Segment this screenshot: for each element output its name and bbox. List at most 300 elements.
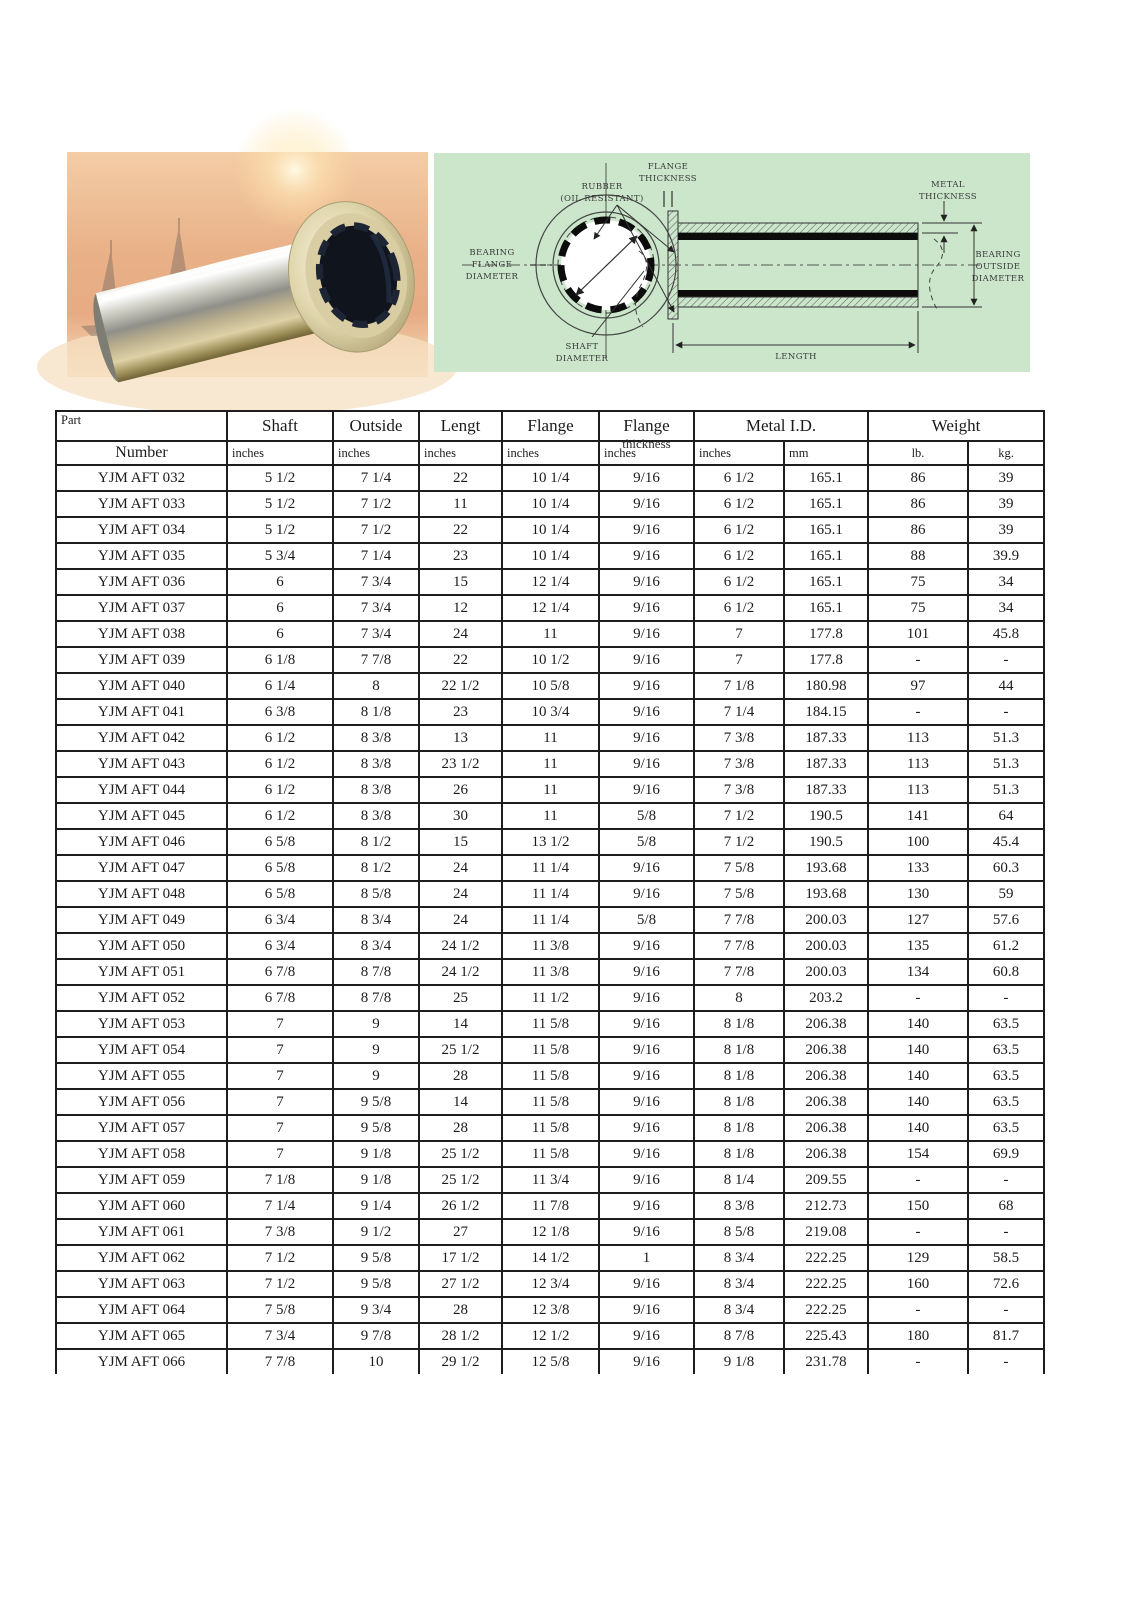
table-cell: 11 xyxy=(502,751,599,777)
table-cell: 7 1/2 xyxy=(694,829,784,855)
header-part: Part xyxy=(56,411,227,441)
table-cell: 6 1/2 xyxy=(694,543,784,569)
unit-length: inches xyxy=(419,441,502,465)
table-cell: 11 1/4 xyxy=(502,881,599,907)
table-cell: 9/16 xyxy=(599,465,694,491)
table-cell: 39.9 xyxy=(968,543,1044,569)
table-cell: 63.5 xyxy=(968,1063,1044,1089)
part-number-cell: YJM AFT 049 xyxy=(56,907,227,933)
table-cell: 26 1/2 xyxy=(419,1193,502,1219)
table-cell: 75 xyxy=(868,569,968,595)
part-number-cell: YJM AFT 063 xyxy=(56,1271,227,1297)
label-flange-thickness-2: THICKNESS xyxy=(638,174,698,184)
table-cell: 165.1 xyxy=(784,569,868,595)
table-cell: 7 1/4 xyxy=(333,465,419,491)
table-cell: 51.3 xyxy=(968,777,1044,803)
table-cell: 22 xyxy=(419,465,502,491)
table-cell: 12 3/4 xyxy=(502,1271,599,1297)
table-cell: 133 xyxy=(868,855,968,881)
table-cell: 11 5/8 xyxy=(502,1011,599,1037)
table-cell: 22 xyxy=(419,647,502,673)
table-cell: 75 xyxy=(868,595,968,621)
table-cell: 165.1 xyxy=(784,517,868,543)
table-cell: 187.33 xyxy=(784,725,868,751)
table-cell: 10 5/8 xyxy=(502,673,599,699)
table-cell: 6 1/2 xyxy=(694,517,784,543)
product-photo xyxy=(67,152,428,377)
table-cell: 7 1/2 xyxy=(694,803,784,829)
table-cell: 86 xyxy=(868,465,968,491)
table-row xyxy=(56,1037,1044,1063)
label-rubber: RUBBER xyxy=(581,182,623,192)
table-cell: 6 1/2 xyxy=(227,803,333,829)
table-cell: 7 1/4 xyxy=(694,699,784,725)
table-cell: 9 xyxy=(333,1011,419,1037)
table-cell: 113 xyxy=(868,777,968,803)
table-cell: 12 1/2 xyxy=(502,1323,599,1349)
table-cell: 23 xyxy=(419,699,502,725)
table-cell: 212.73 xyxy=(784,1193,868,1219)
table-cell: 7 3/4 xyxy=(333,595,419,621)
table-row xyxy=(56,1323,1044,1349)
table-cell: 10 1/2 xyxy=(502,647,599,673)
table-cell: 12 xyxy=(419,595,502,621)
table-cell: 10 xyxy=(333,1349,419,1374)
table-cell: 6 1/2 xyxy=(694,595,784,621)
part-number-cell: YJM AFT 061 xyxy=(56,1219,227,1245)
table-cell: 177.8 xyxy=(784,621,868,647)
table-cell: 5/8 xyxy=(599,829,694,855)
unit-flange-thickness: inches xyxy=(599,441,694,465)
table-cell: 6 xyxy=(227,569,333,595)
table-cell: 45.4 xyxy=(968,829,1044,855)
table-row xyxy=(56,1193,1044,1219)
table-cell: 134 xyxy=(868,959,968,985)
table-cell: 222.25 xyxy=(784,1271,868,1297)
table-cell: 10 1/4 xyxy=(502,517,599,543)
table-row xyxy=(56,855,1044,881)
header-row-1 xyxy=(56,411,1044,441)
table-cell: 63.5 xyxy=(968,1011,1044,1037)
table-cell: 7 xyxy=(227,1037,333,1063)
label-bearing-outside-diameter-2: OUTSIDE xyxy=(975,262,1021,272)
table-row xyxy=(56,543,1044,569)
table-cell: 8 1/2 xyxy=(333,829,419,855)
table-cell: - xyxy=(968,1349,1044,1374)
table-cell: 127 xyxy=(868,907,968,933)
table-cell: 7 7/8 xyxy=(333,647,419,673)
unit-flange-diameter: inches xyxy=(502,441,599,465)
table-cell: 60.3 xyxy=(968,855,1044,881)
table-row xyxy=(56,1115,1044,1141)
table-cell: 7 3/4 xyxy=(227,1323,333,1349)
label-shaft-diameter-2: DIAMETER xyxy=(555,354,609,364)
table-row xyxy=(56,803,1044,829)
table-cell: 140 xyxy=(868,1115,968,1141)
table-cell: 88 xyxy=(868,543,968,569)
table-row xyxy=(56,881,1044,907)
part-number-cell: YJM AFT 053 xyxy=(56,1011,227,1037)
table-cell: 9 3/4 xyxy=(333,1297,419,1323)
table-cell: 9 1/8 xyxy=(694,1349,784,1374)
table-cell: 9/16 xyxy=(599,1323,694,1349)
table-cell: 9/16 xyxy=(599,881,694,907)
table-cell: 14 1/2 xyxy=(502,1245,599,1271)
table-cell: 15 xyxy=(419,569,502,595)
table-cell: 9/16 xyxy=(599,1167,694,1193)
label-length: LENGTH xyxy=(775,352,817,362)
table-cell: 5 1/2 xyxy=(227,517,333,543)
table-cell: 63.5 xyxy=(968,1037,1044,1063)
table-cell: 9/16 xyxy=(599,647,694,673)
table-cell: - xyxy=(968,647,1044,673)
table-cell: 8 3/4 xyxy=(694,1271,784,1297)
table-cell: 219.08 xyxy=(784,1219,868,1245)
dimension-diagram xyxy=(434,153,1030,372)
table-cell: 9/16 xyxy=(599,1349,694,1374)
table-cell: 6 1/2 xyxy=(694,569,784,595)
table-cell: - xyxy=(968,1297,1044,1323)
table-cell: 8 1/8 xyxy=(694,1063,784,1089)
table-cell: 222.25 xyxy=(784,1245,868,1271)
table-cell: 9/16 xyxy=(599,1037,694,1063)
table-row xyxy=(56,1141,1044,1167)
table-cell: 9 1/8 xyxy=(333,1141,419,1167)
table-cell: 6 xyxy=(227,595,333,621)
table-cell: 200.03 xyxy=(784,907,868,933)
label-metal-thickness: METAL xyxy=(931,180,965,190)
part-number-cell: YJM AFT 046 xyxy=(56,829,227,855)
table-cell: 9/16 xyxy=(599,1011,694,1037)
table-cell: 7 xyxy=(227,1089,333,1115)
table-cell: 165.1 xyxy=(784,595,868,621)
table-cell: 9/16 xyxy=(599,1297,694,1323)
table-cell: 9/16 xyxy=(599,569,694,595)
table-cell: 7 7/8 xyxy=(694,933,784,959)
table-cell: 8 7/8 xyxy=(333,985,419,1011)
table-cell: 8 1/8 xyxy=(694,1089,784,1115)
table-cell: 57.6 xyxy=(968,907,1044,933)
table-cell: 9/16 xyxy=(599,699,694,725)
table-cell: 7 5/8 xyxy=(694,855,784,881)
table-cell: 97 xyxy=(868,673,968,699)
table-cell: 206.38 xyxy=(784,1011,868,1037)
table-cell: 24 xyxy=(419,881,502,907)
label-bearing-outside-diameter: BEARING xyxy=(975,250,1021,260)
table-cell: 13 1/2 xyxy=(502,829,599,855)
table-cell: 28 1/2 xyxy=(419,1323,502,1349)
table-cell: 7 1/2 xyxy=(227,1271,333,1297)
table-row xyxy=(56,491,1044,517)
table-cell: 45.8 xyxy=(968,621,1044,647)
table-cell: 12 1/4 xyxy=(502,595,599,621)
table-cell: 187.33 xyxy=(784,777,868,803)
table-cell: 58.5 xyxy=(968,1245,1044,1271)
header-outside: Outside xyxy=(333,411,419,441)
table-cell: 25 1/2 xyxy=(419,1141,502,1167)
header-number: Number xyxy=(56,441,227,465)
table-row xyxy=(56,725,1044,751)
table-cell: 7 3/8 xyxy=(694,725,784,751)
table-cell: 9/16 xyxy=(599,777,694,803)
table-cell: 6 1/2 xyxy=(694,465,784,491)
part-number-cell: YJM AFT 034 xyxy=(56,517,227,543)
table-row xyxy=(56,621,1044,647)
part-number-cell: YJM AFT 041 xyxy=(56,699,227,725)
header-row-2 xyxy=(56,441,1044,465)
table-cell: 7 1/8 xyxy=(694,673,784,699)
part-number-cell: YJM AFT 050 xyxy=(56,933,227,959)
table-cell: 6 3/4 xyxy=(227,933,333,959)
table-cell: 8 7/8 xyxy=(333,959,419,985)
table-cell: 9 5/8 xyxy=(333,1245,419,1271)
table-cell: 7 7/8 xyxy=(227,1349,333,1374)
table-cell: 10 1/4 xyxy=(502,465,599,491)
label-rubber-2: (OIL RESISTANT) xyxy=(560,194,644,204)
table-cell: 11 3/8 xyxy=(502,959,599,985)
part-number-cell: YJM AFT 059 xyxy=(56,1167,227,1193)
table-row xyxy=(56,933,1044,959)
table-cell: 9 5/8 xyxy=(333,1115,419,1141)
table-cell: 24 xyxy=(419,621,502,647)
table-cell: - xyxy=(868,699,968,725)
bearing-photo-illustration xyxy=(67,152,428,377)
table-cell: 7 3/4 xyxy=(333,621,419,647)
table-cell: 206.38 xyxy=(784,1063,868,1089)
table-cell: 141 xyxy=(868,803,968,829)
table-cell: 165.1 xyxy=(784,543,868,569)
table-cell: - xyxy=(868,1219,968,1245)
table-cell: 6 1/4 xyxy=(227,673,333,699)
label-metal-thickness-2: THICKNESS xyxy=(918,192,978,202)
table-cell: 7 xyxy=(694,621,784,647)
table-cell: 11 1/4 xyxy=(502,907,599,933)
table-cell: 184.15 xyxy=(784,699,868,725)
table-cell: 11 xyxy=(502,803,599,829)
part-number-cell: YJM AFT 052 xyxy=(56,985,227,1011)
table-cell: 190.5 xyxy=(784,829,868,855)
table-cell: 7 1/2 xyxy=(333,517,419,543)
table-row xyxy=(56,1011,1044,1037)
spec-table xyxy=(55,410,1045,1374)
table-cell: 9/16 xyxy=(599,933,694,959)
unit-weight-lb: lb. xyxy=(868,441,968,465)
table-cell: 5 1/2 xyxy=(227,491,333,517)
table-cell: 154 xyxy=(868,1141,968,1167)
table-cell: 200.03 xyxy=(784,933,868,959)
table-cell: 8 5/8 xyxy=(694,1219,784,1245)
table-cell: 9/16 xyxy=(599,517,694,543)
table-cell: 150 xyxy=(868,1193,968,1219)
table-row xyxy=(56,1271,1044,1297)
table-cell: 8 3/8 xyxy=(333,725,419,751)
table-cell: 22 1/2 xyxy=(419,673,502,699)
table-cell: 26 xyxy=(419,777,502,803)
table-cell: 6 7/8 xyxy=(227,985,333,1011)
table-cell: 10 1/4 xyxy=(502,543,599,569)
table-cell: 8 1/8 xyxy=(694,1037,784,1063)
table-cell: 203.2 xyxy=(784,985,868,1011)
table-cell: 7 xyxy=(227,1063,333,1089)
table-cell: 9/16 xyxy=(599,1219,694,1245)
table-cell: 69.9 xyxy=(968,1141,1044,1167)
table-cell: 68 xyxy=(968,1193,1044,1219)
table-cell: 24 xyxy=(419,855,502,881)
part-number-cell: YJM AFT 058 xyxy=(56,1141,227,1167)
table-cell: 100 xyxy=(868,829,968,855)
table-cell: 1 xyxy=(599,1245,694,1271)
table-cell: 11 3/8 xyxy=(502,933,599,959)
table-cell: 8 3/8 xyxy=(333,803,419,829)
table-cell: 81.7 xyxy=(968,1323,1044,1349)
table-cell: 11 3/4 xyxy=(502,1167,599,1193)
table-row xyxy=(56,647,1044,673)
unit-metal-id-inches: inches xyxy=(694,441,784,465)
table-cell: 11 xyxy=(502,777,599,803)
table-cell: 24 1/2 xyxy=(419,933,502,959)
table-cell: 12 3/8 xyxy=(502,1297,599,1323)
table-row xyxy=(56,569,1044,595)
table-cell: 9/16 xyxy=(599,673,694,699)
unit-shaft: inches xyxy=(227,441,333,465)
label-bearing-flange-diameter-3: DIAMETER xyxy=(465,272,519,282)
table-cell: 9 xyxy=(333,1037,419,1063)
table-cell: 8 1/8 xyxy=(694,1011,784,1037)
header-metal-id: Metal I.D. xyxy=(694,411,868,441)
table-cell: 6 3/4 xyxy=(227,907,333,933)
table-cell: 9/16 xyxy=(599,1271,694,1297)
table-cell: 9/16 xyxy=(599,1115,694,1141)
part-number-cell: YJM AFT 032 xyxy=(56,465,227,491)
table-cell: 6 5/8 xyxy=(227,881,333,907)
table-cell: 7 1/4 xyxy=(227,1193,333,1219)
header-shaft: Shaft xyxy=(227,411,333,441)
rubber-lining-top xyxy=(678,233,918,240)
table-row xyxy=(56,1297,1044,1323)
table-row xyxy=(56,777,1044,803)
table-cell: 27 1/2 xyxy=(419,1271,502,1297)
table-cell: 6 1/2 xyxy=(227,777,333,803)
part-number-cell: YJM AFT 040 xyxy=(56,673,227,699)
table-cell: 86 xyxy=(868,517,968,543)
table-cell: 12 5/8 xyxy=(502,1349,599,1374)
part-number-cell: YJM AFT 051 xyxy=(56,959,227,985)
table-cell: 25 xyxy=(419,985,502,1011)
table-cell: 160 xyxy=(868,1271,968,1297)
table-cell: 113 xyxy=(868,751,968,777)
table-row xyxy=(56,1167,1044,1193)
table-cell: 6 5/8 xyxy=(227,855,333,881)
table-cell: - xyxy=(968,699,1044,725)
table-cell: 180 xyxy=(868,1323,968,1349)
table-cell: 9/16 xyxy=(599,595,694,621)
table-cell: 8 xyxy=(694,985,784,1011)
table-cell: 59 xyxy=(968,881,1044,907)
table-cell: 6 5/8 xyxy=(227,829,333,855)
table-cell: 8 3/8 xyxy=(333,777,419,803)
table-cell: 6 3/8 xyxy=(227,699,333,725)
table-cell: 63.5 xyxy=(968,1089,1044,1115)
part-number-cell: YJM AFT 054 xyxy=(56,1037,227,1063)
table-cell: 7 xyxy=(694,647,784,673)
header-flange-diameter: Flange xyxy=(502,411,599,441)
label-bearing-flange-diameter: BEARING xyxy=(469,248,515,258)
table-cell: 101 xyxy=(868,621,968,647)
table-cell: 22 xyxy=(419,517,502,543)
table-cell: 9 1/8 xyxy=(333,1167,419,1193)
table-cell: - xyxy=(868,1297,968,1323)
table-cell: 7 1/4 xyxy=(333,543,419,569)
table-cell: 5 1/2 xyxy=(227,465,333,491)
table-cell: 8 1/8 xyxy=(694,1115,784,1141)
part-number-cell: YJM AFT 042 xyxy=(56,725,227,751)
table-row xyxy=(56,699,1044,725)
table-cell: 200.03 xyxy=(784,959,868,985)
unit-weight-kg: kg. xyxy=(968,441,1044,465)
table-cell: 7 3/8 xyxy=(694,777,784,803)
table-cell: 61.2 xyxy=(968,933,1044,959)
part-number-cell: YJM AFT 036 xyxy=(56,569,227,595)
table-cell: 8 5/8 xyxy=(333,881,419,907)
table-cell: 8 3/4 xyxy=(333,933,419,959)
table-cell: 11 5/8 xyxy=(502,1115,599,1141)
table-cell: 28 xyxy=(419,1063,502,1089)
table-cell: 7 3/4 xyxy=(333,569,419,595)
table-cell: 63.5 xyxy=(968,1115,1044,1141)
table-cell: 140 xyxy=(868,1011,968,1037)
part-number-cell: YJM AFT 056 xyxy=(56,1089,227,1115)
unit-outside: inches xyxy=(333,441,419,465)
table-cell: 140 xyxy=(868,1063,968,1089)
table-cell: 9 1/4 xyxy=(333,1193,419,1219)
table-cell: - xyxy=(868,1167,968,1193)
table-cell: 9/16 xyxy=(599,751,694,777)
table-cell: 9/16 xyxy=(599,855,694,881)
table-cell: 24 1/2 xyxy=(419,959,502,985)
table-cell: - xyxy=(868,985,968,1011)
label-bearing-flange-diameter-2: FLANGE xyxy=(471,260,513,270)
table-cell: 11 5/8 xyxy=(502,1141,599,1167)
table-cell: 113 xyxy=(868,725,968,751)
table-cell: 6 1/2 xyxy=(227,725,333,751)
table-cell: 7 7/8 xyxy=(694,907,784,933)
table-cell: 14 xyxy=(419,1089,502,1115)
header-flange-thickness xyxy=(599,411,694,451)
table-cell: 7 3/8 xyxy=(694,751,784,777)
table-cell: 9/16 xyxy=(599,1089,694,1115)
part-number-cell: YJM AFT 060 xyxy=(56,1193,227,1219)
table-row xyxy=(56,517,1044,543)
table-cell: 34 xyxy=(968,569,1044,595)
table-cell: 9 5/8 xyxy=(333,1271,419,1297)
table-cell: 130 xyxy=(868,881,968,907)
header-flange-thickness-clipped: thickness xyxy=(622,436,671,451)
table-cell: 27 xyxy=(419,1219,502,1245)
table-cell: 5/8 xyxy=(599,803,694,829)
table-cell: 9/16 xyxy=(599,491,694,517)
table-cell: 225.43 xyxy=(784,1323,868,1349)
table-cell: - xyxy=(968,985,1044,1011)
table-cell: 180.98 xyxy=(784,673,868,699)
table-cell: 6 1/2 xyxy=(227,751,333,777)
table-cell: 187.33 xyxy=(784,751,868,777)
table-cell: 193.68 xyxy=(784,881,868,907)
table-cell: 13 xyxy=(419,725,502,751)
table-cell: 39 xyxy=(968,491,1044,517)
table-cell: 64 xyxy=(968,803,1044,829)
table-cell: 12 1/4 xyxy=(502,569,599,595)
table-row xyxy=(56,1063,1044,1089)
